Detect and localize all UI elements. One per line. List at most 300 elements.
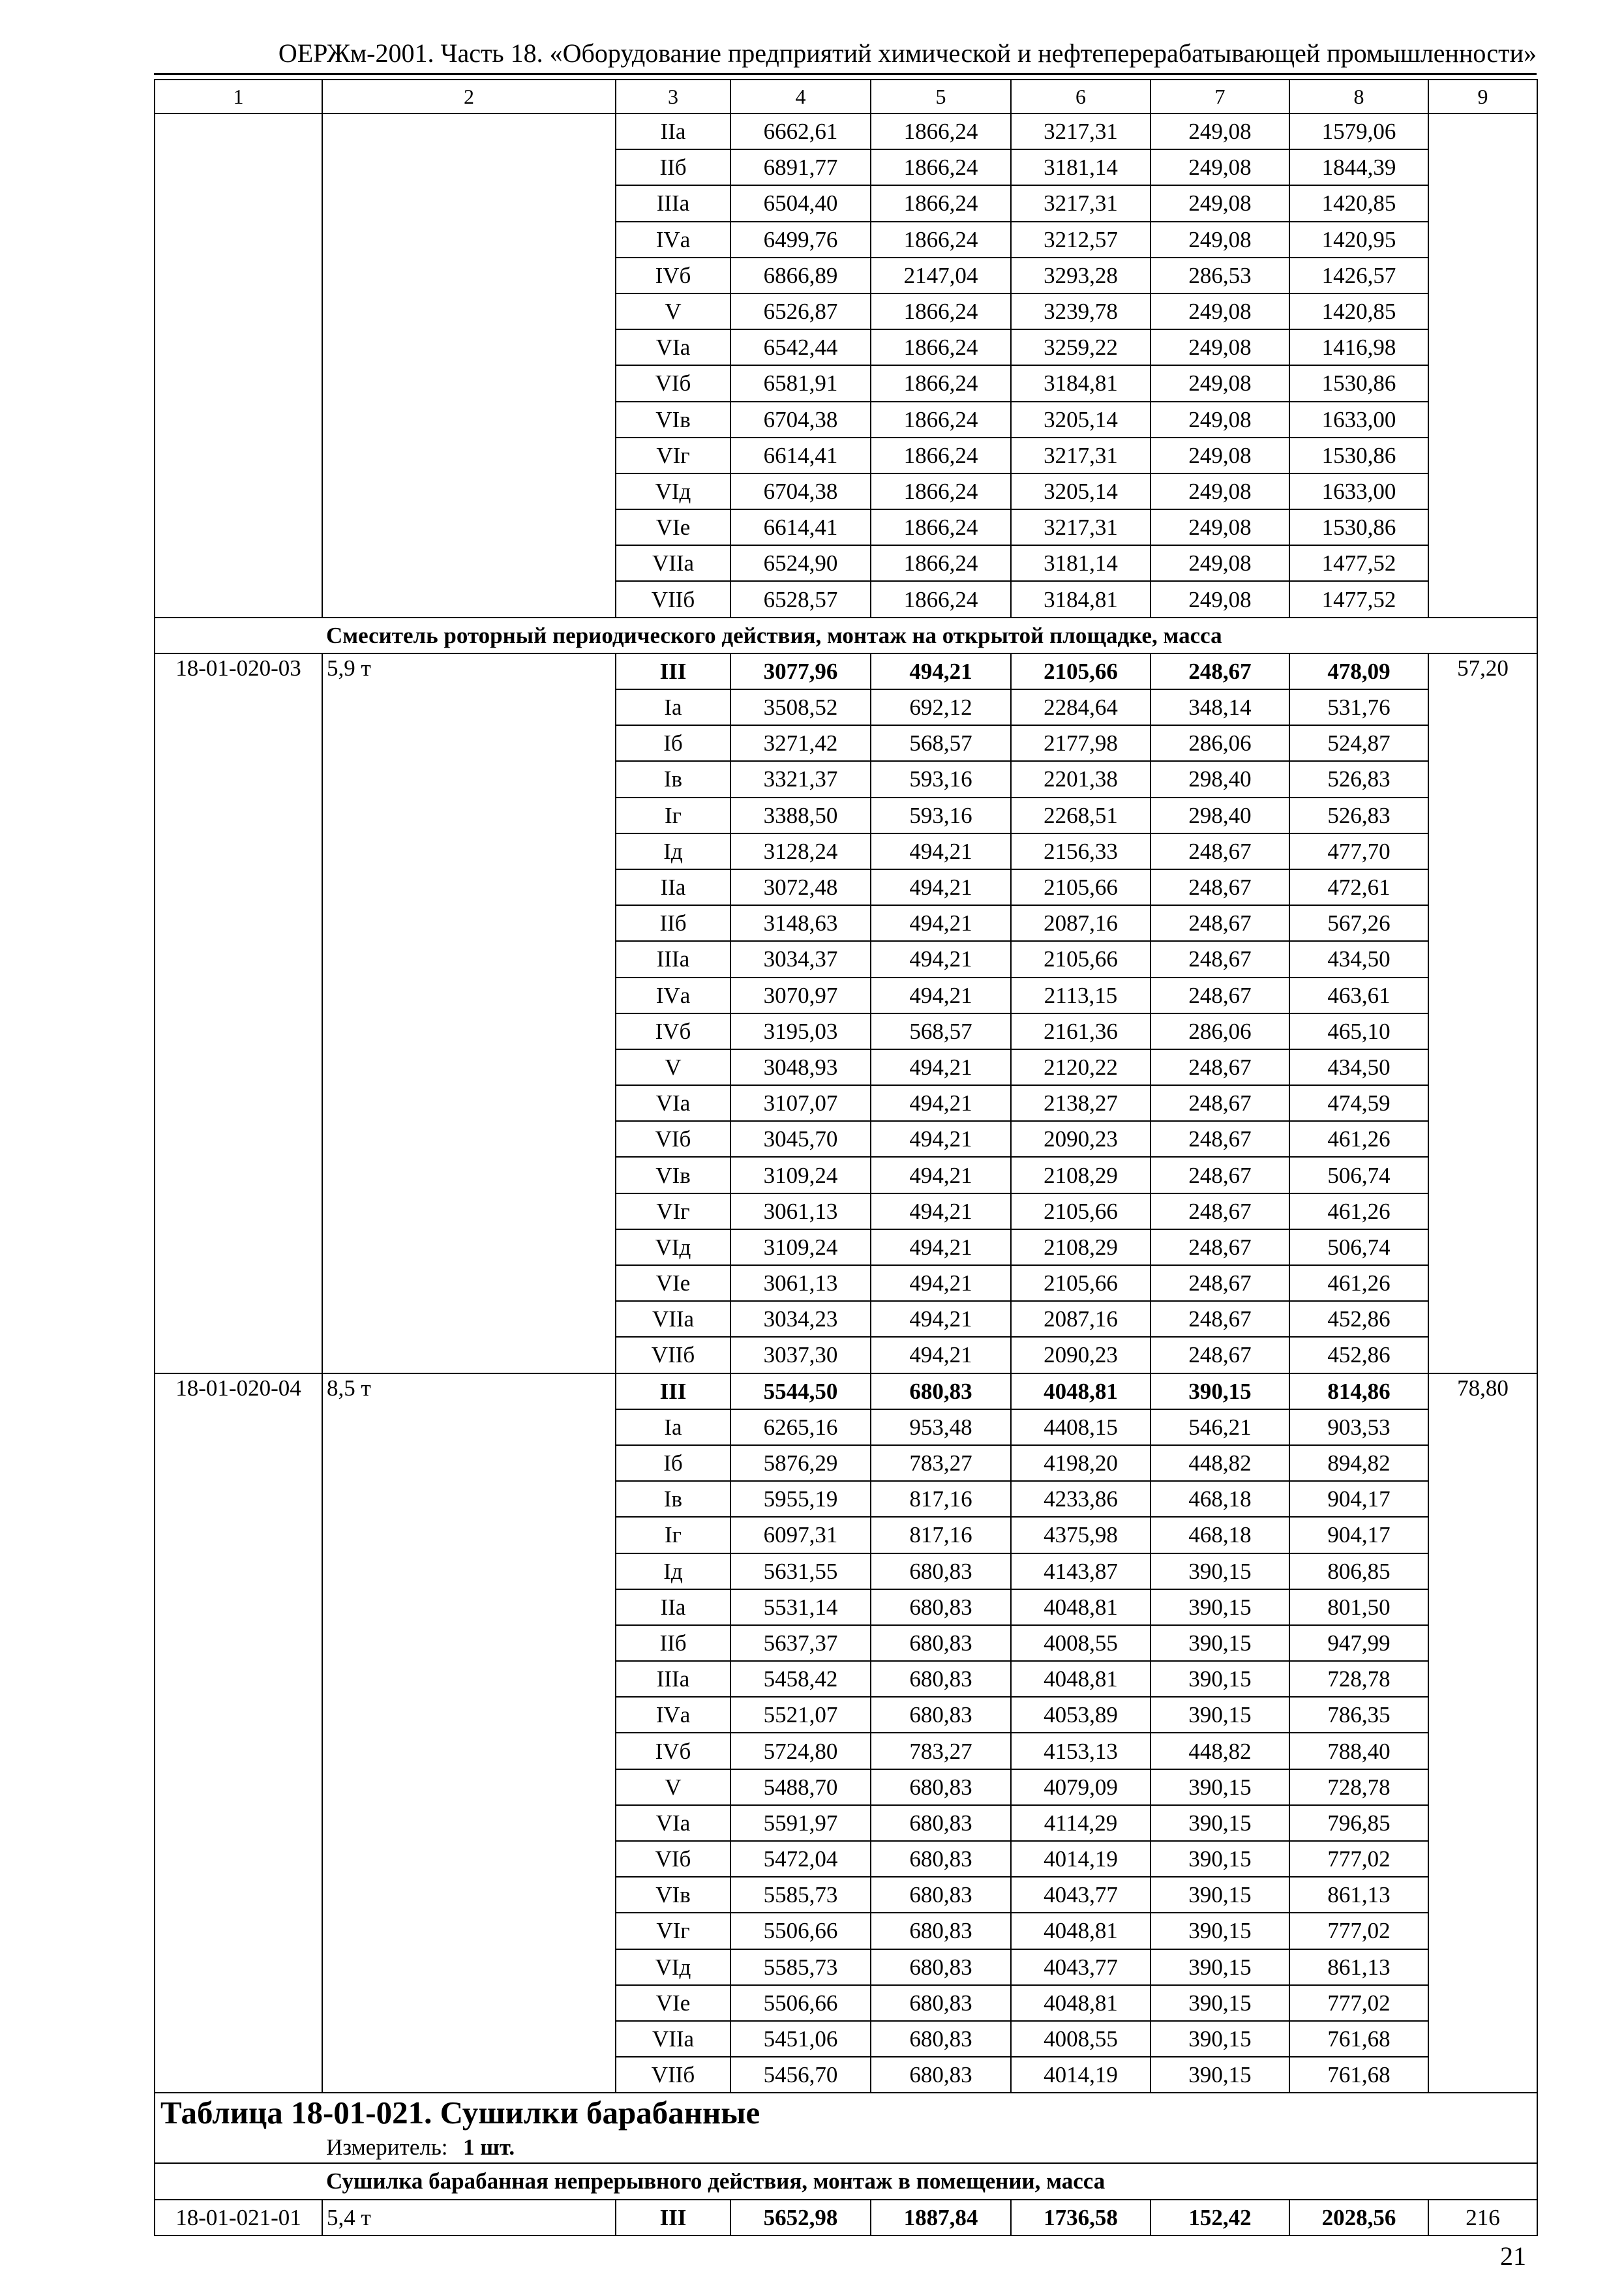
wages-cell: 1866,24	[871, 365, 1011, 401]
wages-cell: 680,83	[871, 2057, 1011, 2093]
total-cost-cell: 3195,03	[730, 1013, 871, 1049]
zone-cell: V	[616, 1769, 730, 1805]
machine-cost-cell: 2105,66	[1011, 869, 1150, 905]
col9-cell	[1428, 113, 1537, 618]
zone-cell: VIг	[616, 1193, 730, 1229]
machine-cost-cell: 3205,14	[1011, 402, 1150, 438]
section-row	[155, 2163, 1537, 2199]
wages-cell: 494,21	[871, 1301, 1011, 1337]
column-number: 6	[1011, 80, 1150, 113]
total-cost-cell: 5472,04	[730, 1841, 871, 1877]
wages-cell: 1866,24	[871, 438, 1011, 473]
operator-wages-cell: 248,67	[1150, 1301, 1289, 1337]
operator-wages-cell: 390,15	[1150, 1625, 1289, 1661]
zone-cell: Iа	[616, 689, 730, 725]
operator-wages-cell: 249,08	[1150, 545, 1289, 581]
materials-cell: 477,70	[1289, 833, 1428, 869]
machine-cost-cell: 4014,19	[1011, 2057, 1150, 2093]
total-cost-cell: 3061,13	[730, 1265, 871, 1301]
operator-wages-cell: 390,15	[1150, 2021, 1289, 2057]
zone-cell: VIе	[616, 509, 730, 545]
materials-cell: 1633,00	[1289, 402, 1428, 438]
machine-cost-cell: 2087,16	[1011, 1301, 1150, 1337]
machine-cost-cell: 2105,66	[1011, 653, 1150, 689]
wages-cell: 680,83	[871, 1985, 1011, 2021]
measure-cell	[155, 2131, 1537, 2163]
wages-cell: 494,21	[871, 1157, 1011, 1193]
materials-cell: 947,99	[1289, 1625, 1428, 1661]
total-cost-cell: 3061,13	[730, 1193, 871, 1229]
wages-cell: 494,21	[871, 941, 1011, 977]
wages-cell: 494,21	[871, 653, 1011, 689]
machine-cost-cell: 2138,27	[1011, 1085, 1150, 1121]
machine-cost-cell: 2108,29	[1011, 1229, 1150, 1265]
zone-cell: VIа	[616, 1805, 730, 1841]
materials-cell: 506,74	[1289, 1157, 1428, 1193]
wages-cell: 680,83	[871, 1697, 1011, 1733]
machine-cost-cell: 3239,78	[1011, 293, 1150, 329]
zone-cell: VIе	[616, 1985, 730, 2021]
operator-wages-cell: 390,15	[1150, 1985, 1289, 2021]
materials-cell: 728,78	[1289, 1769, 1428, 1805]
item-code: 18-01-020-04	[155, 1373, 322, 2093]
machine-cost-cell: 3217,31	[1011, 185, 1150, 221]
zone-cell: IVб	[616, 258, 730, 293]
total-cost-cell: 3128,24	[730, 833, 871, 869]
wages-cell: 680,83	[871, 1553, 1011, 1589]
materials-cell: 1426,57	[1289, 258, 1428, 293]
running-header: ОЕРЖм-2001. Часть 18. «Оборудование предприятий химической и нефтеперерабатывающей промышленности»	[278, 38, 1537, 68]
operator-wages-cell: 546,21	[1150, 1409, 1289, 1445]
operator-wages-cell: 249,08	[1150, 222, 1289, 258]
materials-cell: 796,85	[1289, 1805, 1428, 1841]
machine-cost-cell: 2284,64	[1011, 689, 1150, 725]
total-cost-cell: 3048,93	[730, 1049, 871, 1085]
total-cost-cell: 5458,42	[730, 1661, 871, 1697]
total-cost-cell: 5585,73	[730, 1949, 871, 1985]
total-cost-cell: 6891,77	[730, 149, 871, 185]
total-cost-cell: 3034,23	[730, 1301, 871, 1337]
zone-cell: IIа	[616, 1589, 730, 1625]
item-col9: 57,20	[1428, 653, 1537, 1373]
materials-cell: 506,74	[1289, 1229, 1428, 1265]
total-cost-cell: 6662,61	[730, 113, 871, 149]
operator-wages-cell: 248,67	[1150, 1193, 1289, 1229]
total-cost-cell: 6581,91	[730, 365, 871, 401]
wages-cell: 1866,24	[871, 581, 1011, 617]
total-cost-cell: 5637,37	[730, 1625, 871, 1661]
zone-cell: IIб	[616, 905, 730, 941]
materials-cell: 788,40	[1289, 1733, 1428, 1769]
wages-cell: 817,16	[871, 1481, 1011, 1517]
materials-cell: 777,02	[1289, 1913, 1428, 1949]
operator-wages-cell: 468,18	[1150, 1517, 1289, 1553]
zone-cell: VIб	[616, 1841, 730, 1877]
zone-cell: IIIа	[616, 1661, 730, 1697]
machine-cost-cell: 3181,14	[1011, 545, 1150, 581]
materials-cell: 472,61	[1289, 869, 1428, 905]
zone-cell: IVб	[616, 1733, 730, 1769]
total-cost-cell: 3109,24	[730, 1157, 871, 1193]
zone-cell: III	[616, 653, 730, 689]
zone-cell: III	[616, 1373, 730, 1409]
materials-cell: 1530,86	[1289, 509, 1428, 545]
wages-cell: 680,83	[871, 1913, 1011, 1949]
zone-cell: Iг	[616, 1517, 730, 1553]
total-cost-cell: 5451,06	[730, 2021, 871, 2057]
machine-cost-cell: 3293,28	[1011, 258, 1150, 293]
wages-cell: 1866,24	[871, 329, 1011, 365]
item-mass: 5,9 т	[322, 653, 616, 1373]
wages-cell: 1866,24	[871, 222, 1011, 258]
wages-cell: 1866,24	[871, 149, 1011, 185]
operator-wages-cell: 249,08	[1150, 438, 1289, 473]
materials-cell: 531,76	[1289, 689, 1428, 725]
zone-cell: VIв	[616, 402, 730, 438]
total-cost-cell: 6504,40	[730, 185, 871, 221]
operator-wages-cell: 249,08	[1150, 149, 1289, 185]
total-cost-cell: 6097,31	[730, 1517, 871, 1553]
machine-cost-cell: 2105,66	[1011, 1265, 1150, 1301]
materials-cell: 1844,39	[1289, 149, 1428, 185]
operator-wages-cell: 249,08	[1150, 329, 1289, 365]
total-cost-cell: 5955,19	[730, 1481, 871, 1517]
wages-cell: 783,27	[871, 1445, 1011, 1481]
page-number: 21	[1500, 2241, 1526, 2271]
machine-cost-cell: 2201,38	[1011, 761, 1150, 797]
materials-cell: 777,02	[1289, 1841, 1428, 1877]
wages-cell: 494,21	[871, 1193, 1011, 1229]
machine-cost-cell: 2177,98	[1011, 725, 1150, 761]
total-cost-cell: 6704,38	[730, 402, 871, 438]
zone-cell: Iа	[616, 1409, 730, 1445]
materials-cell: 2028,56	[1289, 2200, 1428, 2236]
total-cost-cell: 5506,66	[730, 1913, 871, 1949]
total-cost-cell: 6614,41	[730, 438, 871, 473]
zone-cell: Iб	[616, 1445, 730, 1481]
total-cost-cell: 3148,63	[730, 905, 871, 941]
operator-wages-cell: 448,82	[1150, 1445, 1289, 1481]
total-cost-cell: 6526,87	[730, 293, 871, 329]
column-number: 9	[1428, 80, 1537, 113]
operator-wages-cell: 248,67	[1150, 905, 1289, 941]
materials-cell: 806,85	[1289, 1553, 1428, 1589]
measure-label: Измеритель:	[326, 2134, 448, 2160]
measure-value: 1 шт.	[463, 2134, 515, 2160]
total-cost-cell: 3072,48	[730, 869, 871, 905]
operator-wages-cell: 390,15	[1150, 1589, 1289, 1625]
materials-cell: 728,78	[1289, 1661, 1428, 1697]
total-cost-cell: 3508,52	[730, 689, 871, 725]
total-cost-cell: 5521,07	[730, 1697, 871, 1733]
machine-cost-cell: 2120,22	[1011, 1049, 1150, 1085]
wages-cell: 1866,24	[871, 293, 1011, 329]
zone-cell: Iб	[616, 725, 730, 761]
operator-wages-cell: 390,15	[1150, 1841, 1289, 1877]
wages-cell: 494,21	[871, 905, 1011, 941]
zone-cell: VIв	[616, 1877, 730, 1913]
materials-cell: 894,82	[1289, 1445, 1428, 1481]
materials-cell: 1633,00	[1289, 473, 1428, 509]
materials-cell: 461,26	[1289, 1265, 1428, 1301]
total-cost-cell: 6524,90	[730, 545, 871, 581]
operator-wages-cell: 390,15	[1150, 1949, 1289, 1985]
operator-wages-cell: 390,15	[1150, 1373, 1289, 1409]
wages-cell: 817,16	[871, 1517, 1011, 1553]
operator-wages-cell: 298,40	[1150, 798, 1289, 833]
zone-cell: Iд	[616, 833, 730, 869]
machine-cost-cell: 2161,36	[1011, 1013, 1150, 1049]
materials-cell: 761,68	[1289, 2021, 1428, 2057]
zone-cell: VIд	[616, 1229, 730, 1265]
total-cost-cell: 5456,70	[730, 2057, 871, 2093]
machine-cost-cell: 4153,13	[1011, 1733, 1150, 1769]
zone-cell: IVа	[616, 1697, 730, 1733]
column-number-row	[155, 80, 1537, 113]
operator-wages-cell: 249,08	[1150, 581, 1289, 617]
measure-row	[155, 2131, 1537, 2163]
materials-cell: 452,86	[1289, 1301, 1428, 1337]
wages-cell: 494,21	[871, 1085, 1011, 1121]
section-row	[155, 618, 1537, 653]
total-cost-cell: 5506,66	[730, 1985, 871, 2021]
table-title: Таблица 18-01-021. Сушилки барабанные	[155, 2093, 1537, 2131]
materials-cell: 861,13	[1289, 1949, 1428, 1985]
operator-wages-cell: 248,67	[1150, 1337, 1289, 1373]
rates-table	[154, 79, 1537, 2236]
materials-cell: 903,53	[1289, 1409, 1428, 1445]
wages-cell: 1866,24	[871, 402, 1011, 438]
operator-wages-cell: 152,42	[1150, 2200, 1289, 2236]
machine-cost-cell: 3205,14	[1011, 473, 1150, 509]
section-title: Смеситель роторный периодического действия, монтаж на открытой площадке, масса	[155, 618, 1537, 653]
zone-cell: IVа	[616, 978, 730, 1013]
materials-cell: 1530,86	[1289, 438, 1428, 473]
operator-wages-cell: 249,08	[1150, 473, 1289, 509]
machine-cost-cell: 2156,33	[1011, 833, 1150, 869]
table-row	[155, 1373, 1537, 1409]
total-cost-cell: 6614,41	[730, 509, 871, 545]
total-cost-cell: 6265,16	[730, 1409, 871, 1445]
wages-cell: 680,83	[871, 1877, 1011, 1913]
wages-cell: 494,21	[871, 978, 1011, 1013]
wages-cell: 2147,04	[871, 258, 1011, 293]
machine-cost-cell: 1736,58	[1011, 2200, 1150, 2236]
machine-cost-cell: 2108,29	[1011, 1157, 1150, 1193]
machine-cost-cell: 4048,81	[1011, 1913, 1150, 1949]
table-row	[155, 113, 1537, 149]
table-row	[155, 653, 1537, 689]
machine-cost-cell: 2105,66	[1011, 941, 1150, 977]
column-number: 4	[730, 80, 871, 113]
total-cost-cell: 3321,37	[730, 761, 871, 797]
zone-cell: VIа	[616, 329, 730, 365]
zone-cell: VIд	[616, 1949, 730, 1985]
operator-wages-cell: 248,67	[1150, 653, 1289, 689]
machine-cost-cell: 4014,19	[1011, 1841, 1150, 1877]
wages-cell: 593,16	[871, 761, 1011, 797]
wages-cell: 680,83	[871, 1949, 1011, 1985]
column-number: 1	[155, 80, 322, 113]
column-number: 8	[1289, 80, 1428, 113]
operator-wages-cell: 448,82	[1150, 1733, 1289, 1769]
materials-cell: 1579,06	[1289, 113, 1428, 149]
machine-cost-cell: 4043,77	[1011, 1949, 1150, 1985]
zone-cell: VIд	[616, 473, 730, 509]
wages-cell: 1887,84	[871, 2200, 1011, 2236]
materials-cell: 526,83	[1289, 761, 1428, 797]
wages-cell: 494,21	[871, 869, 1011, 905]
zone-cell: VIIб	[616, 2057, 730, 2093]
wages-cell: 680,83	[871, 2021, 1011, 2057]
wages-cell: 680,83	[871, 1625, 1011, 1661]
total-cost-cell: 5652,98	[730, 2200, 871, 2236]
total-cost-cell: 6528,57	[730, 581, 871, 617]
materials-cell: 463,61	[1289, 978, 1428, 1013]
total-cost-cell: 3077,96	[730, 653, 871, 689]
materials-cell: 567,26	[1289, 905, 1428, 941]
zone-cell: VIIб	[616, 1337, 730, 1373]
total-cost-cell: 5488,70	[730, 1769, 871, 1805]
total-cost-cell: 5531,14	[730, 1589, 871, 1625]
wages-cell: 1866,24	[871, 509, 1011, 545]
machine-cost-cell: 3184,81	[1011, 581, 1150, 617]
wages-cell: 568,57	[871, 725, 1011, 761]
machine-cost-cell: 3217,31	[1011, 113, 1150, 149]
machine-cost-cell: 2268,51	[1011, 798, 1150, 833]
total-cost-cell: 5544,50	[730, 1373, 871, 1409]
zone-cell: VIа	[616, 1085, 730, 1121]
operator-wages-cell: 468,18	[1150, 1481, 1289, 1517]
materials-cell: 434,50	[1289, 1049, 1428, 1085]
wages-cell: 494,21	[871, 1265, 1011, 1301]
machine-cost-cell: 2105,66	[1011, 1193, 1150, 1229]
zone-cell: V	[616, 293, 730, 329]
machine-cost-cell: 4008,55	[1011, 2021, 1150, 2057]
materials-cell: 478,09	[1289, 653, 1428, 689]
machine-cost-cell: 4008,55	[1011, 1625, 1150, 1661]
table-title-row	[155, 2093, 1537, 2131]
wages-cell: 680,83	[871, 1661, 1011, 1697]
materials-cell: 526,83	[1289, 798, 1428, 833]
operator-wages-cell: 248,67	[1150, 869, 1289, 905]
operator-wages-cell: 286,06	[1150, 1013, 1289, 1049]
zone-cell: IVа	[616, 222, 730, 258]
zone-cell: VIб	[616, 1121, 730, 1157]
wages-cell: 1866,24	[871, 113, 1011, 149]
wages-cell: 494,21	[871, 1121, 1011, 1157]
machine-cost-cell: 4143,87	[1011, 1553, 1150, 1589]
operator-wages-cell: 248,67	[1150, 1121, 1289, 1157]
item-col9: 78,80	[1428, 1373, 1537, 2093]
operator-wages-cell: 249,08	[1150, 113, 1289, 149]
zone-cell: III	[616, 2200, 730, 2236]
materials-cell: 465,10	[1289, 1013, 1428, 1049]
operator-wages-cell: 249,08	[1150, 293, 1289, 329]
section-title: Сушилка барабанная непрерывного действия, монтаж в помещении, масса	[155, 2163, 1537, 2199]
wages-cell: 593,16	[871, 798, 1011, 833]
machine-cost-cell: 2087,16	[1011, 905, 1150, 941]
wages-cell: 953,48	[871, 1409, 1011, 1445]
operator-wages-cell: 248,67	[1150, 978, 1289, 1013]
wages-cell: 680,83	[871, 1589, 1011, 1625]
total-cost-cell: 3271,42	[730, 725, 871, 761]
machine-cost-cell: 4043,77	[1011, 1877, 1150, 1913]
materials-cell: 434,50	[1289, 941, 1428, 977]
wages-cell: 783,27	[871, 1733, 1011, 1769]
machine-cost-cell: 4048,81	[1011, 1661, 1150, 1697]
operator-wages-cell: 248,67	[1150, 941, 1289, 977]
machine-cost-cell: 4375,98	[1011, 1517, 1150, 1553]
zone-cell: VIб	[616, 365, 730, 401]
column-number: 7	[1150, 80, 1289, 113]
operator-wages-cell: 248,67	[1150, 1049, 1289, 1085]
machine-cost-cell: 4198,20	[1011, 1445, 1150, 1481]
operator-wages-cell: 248,67	[1150, 1265, 1289, 1301]
item-col9: 216	[1428, 2200, 1537, 2236]
materials-cell: 1530,86	[1289, 365, 1428, 401]
materials-cell: 1477,52	[1289, 545, 1428, 581]
machine-cost-cell: 3259,22	[1011, 329, 1150, 365]
zone-cell: IIа	[616, 113, 730, 149]
materials-cell: 524,87	[1289, 725, 1428, 761]
operator-wages-cell: 248,67	[1150, 833, 1289, 869]
operator-wages-cell: 390,15	[1150, 1697, 1289, 1733]
wages-cell: 680,83	[871, 1841, 1011, 1877]
materials-cell: 1420,85	[1289, 293, 1428, 329]
wages-cell: 568,57	[871, 1013, 1011, 1049]
zone-cell: IIIа	[616, 941, 730, 977]
operator-wages-cell: 390,15	[1150, 1553, 1289, 1589]
zone-cell: IIIа	[616, 185, 730, 221]
machine-cost-cell: 4048,81	[1011, 1589, 1150, 1625]
machine-cost-cell: 4114,29	[1011, 1805, 1150, 1841]
zone-cell: IIа	[616, 869, 730, 905]
wages-cell: 1866,24	[871, 473, 1011, 509]
materials-cell: 761,68	[1289, 2057, 1428, 2093]
machine-cost-cell: 4079,09	[1011, 1769, 1150, 1805]
total-cost-cell: 5876,29	[730, 1445, 871, 1481]
zone-cell: IIб	[616, 149, 730, 185]
total-cost-cell: 6866,89	[730, 258, 871, 293]
machine-cost-cell: 3184,81	[1011, 365, 1150, 401]
materials-cell: 904,17	[1289, 1481, 1428, 1517]
zone-cell: VIIа	[616, 1301, 730, 1337]
machine-cost-cell: 4048,81	[1011, 1373, 1150, 1409]
operator-wages-cell: 248,67	[1150, 1085, 1289, 1121]
total-cost-cell: 3037,30	[730, 1337, 871, 1373]
operator-wages-cell: 248,67	[1150, 1229, 1289, 1265]
operator-wages-cell: 248,67	[1150, 1157, 1289, 1193]
machine-cost-cell: 4408,15	[1011, 1409, 1150, 1445]
total-cost-cell: 5585,73	[730, 1877, 871, 1913]
total-cost-cell: 6499,76	[730, 222, 871, 258]
wages-cell: 494,21	[871, 833, 1011, 869]
zone-cell: Iв	[616, 1481, 730, 1517]
header-rule	[154, 73, 1537, 75]
total-cost-cell: 3109,24	[730, 1229, 871, 1265]
zone-cell: Iв	[616, 761, 730, 797]
machine-cost-cell: 4048,81	[1011, 1985, 1150, 2021]
materials-cell: 1420,95	[1289, 222, 1428, 258]
total-cost-cell: 3107,07	[730, 1085, 871, 1121]
materials-cell: 904,17	[1289, 1517, 1428, 1553]
materials-cell: 461,26	[1289, 1193, 1428, 1229]
total-cost-cell: 6542,44	[730, 329, 871, 365]
materials-cell: 786,35	[1289, 1697, 1428, 1733]
zone-cell: VIг	[616, 438, 730, 473]
materials-cell: 777,02	[1289, 1985, 1428, 2021]
